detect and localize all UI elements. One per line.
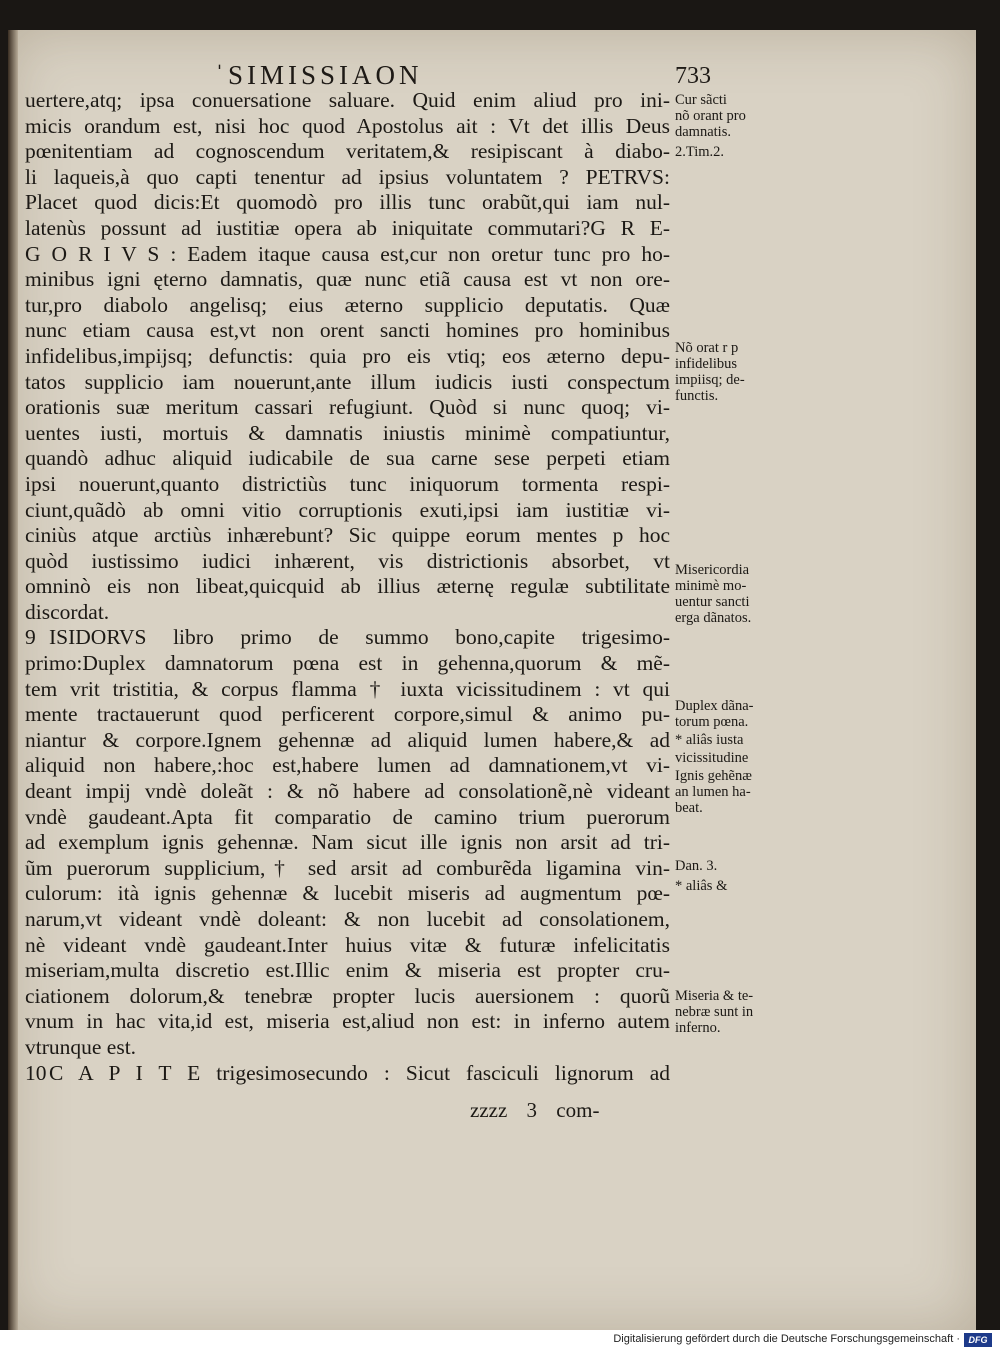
text-line: ciniùs atque arctiùs inhærebunt? Sic quippe eorum mentes p hoc — [25, 523, 670, 548]
margin-note-1 — [675, 92, 790, 160]
text-line: ũm puerorum supplicium,† sed arsit ad comburẽda ligamina vin- — [25, 855, 670, 880]
margin-note-line: Duplex dãna- — [675, 698, 754, 714]
text-line: deant impij vndè doleãt : & nõ habere ad consolationẽ,nè videant — [25, 779, 670, 804]
text-line: uentes iusti, mortuis & damnatis iniustis minimè compatiuntur, — [25, 420, 670, 445]
margin-note-line: minimè mo- — [675, 578, 747, 594]
text-line: pœnitentiam ad cognoscendum veritatem,& resipiscant à diabo- — [25, 139, 670, 164]
margin-note-line: torum pœna. — [675, 714, 749, 730]
text-line: tatos supplicio iam nouerunt,ante illum iudicis iusti conspectum — [25, 369, 670, 394]
text-line: ciunt,quãdò ab omni vitio corruptionis exuti,ipsi iam iustitiæ vi- — [25, 497, 670, 522]
margin-note-line: * aliâs iusta — [675, 732, 744, 748]
margin-note-line: beat. — [675, 800, 703, 816]
text-line: infidelibus,impijsq; defunctis: quia pro eis vtiq; eos æterno depu- — [25, 343, 670, 368]
margin-note-5 — [675, 858, 790, 894]
margin-note-line: functis. — [675, 388, 719, 404]
text-line: omninò eis non libeat,quicquid ab illius æternę regulæ subtilitate — [25, 574, 670, 599]
margin-note-line: 2.Tim.2. — [675, 144, 725, 160]
margin-note-line: Dan. 3. — [675, 858, 718, 874]
margin-note-line: damnatis. — [675, 124, 731, 140]
text-line: nunc etiam causa est,vt non orent sancti homines pro hominibus — [25, 318, 670, 343]
catchword-line — [470, 1098, 599, 1123]
margin-note-2 — [675, 340, 790, 404]
signature-number: 3 — [526, 1098, 538, 1122]
text-line: culorum: ità ignis gehennæ & lucebit miseris ad augmentum pœ- — [25, 881, 670, 906]
page-spine-shadow — [8, 30, 18, 1330]
margin-note-line: Ignis gehẽnæ — [675, 768, 752, 784]
margin-note-line: an lumen ha- — [675, 784, 751, 800]
text-line: quandò adhuc aliquid iudicabile de sua carne sese perpeti etiam — [25, 446, 670, 471]
text-line: quòd iustissimo iudici inhærent, vis districtionis absorbet, vt — [25, 548, 670, 573]
section-number-9: 9 — [25, 625, 36, 650]
margin-note-line: erga dãnatos. — [675, 610, 752, 626]
text-line: ipsi nouerunt,quanto districtiùs tunc iniquorum tormenta respi- — [25, 471, 670, 496]
text-line: tem vrit tristitia, & corpus flamma † iuxta vicissitudinem : vt qui — [25, 676, 670, 701]
text-line: discordat. — [25, 599, 110, 624]
margin-note-line: uentur sancti — [675, 594, 750, 610]
text-line: miseriam,multa discretio est.Illic enim & miseria est propter cru- — [25, 958, 670, 983]
text-line: niantur & corpore.Ignem gehennæ ad aliquid lumen habere,& ad — [25, 727, 670, 752]
text-line: micis orandum est, nisi hoc quod Apostolus ait : Vt det illis Deus — [25, 113, 670, 138]
dfg-logo: DFG — [964, 1333, 992, 1347]
signature-mark: zzzz — [470, 1098, 508, 1122]
running-title: ˈSIMISSIAON — [215, 60, 423, 90]
margin-note-line: Miseria & te- — [675, 988, 754, 1004]
text-line: vndè gaudeant.Apta fit comparatio de camino trium puerorum — [25, 804, 670, 829]
text-line: tur,pro diabolo angelisq; eius æterno supplicio deputatis. Quæ — [25, 292, 670, 317]
section-9-first-line: ISIDORVS libro primo de summo bono,capite trigesimo- — [49, 625, 670, 650]
margin-note-line: Cur sãcti — [675, 92, 727, 108]
text-line: latenùs possunt ad iustitiæ opera ab iniquitate commutari?G R E- — [25, 215, 670, 240]
text-line: uertere,atq; ipsa conuersatione saluare. Quid enim aliud pro ini- — [25, 88, 670, 112]
margin-note-line: nebræ sunt in — [675, 1004, 754, 1020]
margin-note-line: inferno. — [675, 1020, 721, 1036]
section-number-10: 10 — [25, 1060, 47, 1085]
margin-note-line: nõ orant pro — [675, 108, 746, 124]
text-line: vtrunque est. — [25, 1034, 137, 1059]
text-line: nè videant vndè gaudeant.Inter huius vitæ & futuræ infelicitatis — [25, 932, 670, 957]
margin-note-line: vicissitudine — [675, 750, 749, 766]
text-line: ciationem dolorum,& tenebræ propter lucis auersionem : quorũ — [25, 983, 670, 1008]
text-line — [25, 1061, 670, 1087]
text-line: minibus igni ęterno damnatis, quæ nunc etiã causa est vt non ore- — [25, 267, 670, 292]
margin-note-line: * aliâs & — [675, 878, 728, 894]
margin-note-line: Misericordia — [675, 562, 750, 578]
text-line: ad exemplum ignis gehennæ. Nam sicut ille ignis non arsit ad tri- — [25, 830, 670, 855]
text-line: aliquid non habere,:hoc est,habere lumen ad damnationem,vt vi- — [25, 753, 670, 778]
text-line — [25, 625, 670, 651]
margin-note-line: infidelibus — [675, 356, 738, 372]
margin-note-4 — [675, 698, 790, 816]
digitization-footer — [0, 1330, 1000, 1351]
margin-note-6 — [675, 988, 790, 1036]
text-line: G O R I V S : Eadem itaque causa est,cur non oretur tunc pro ho- — [25, 241, 670, 266]
text-line: mente tractauerunt quod perficerent corpore,simul & animo pu- — [25, 702, 670, 727]
margin-note-3 — [675, 562, 790, 626]
main-text-block — [25, 88, 670, 1086]
text-line: vnum in hac vita,id est, miseria est,aliud non est: in inferno autem — [25, 1009, 670, 1034]
footer-credit: Digitalisierung gefördert durch die Deutsche Forschungsgemeinschaft · — [613, 1333, 960, 1345]
text-line: orationis suæ meritum cassari refugiunt. Quòd si nunc quoq; vi- — [25, 395, 670, 420]
text-line: li laqueis,à quo capti tenentur ad ipsius voluntatem ? PETRVS: — [25, 164, 670, 189]
text-line: narum,vt videant vndè doleant: & non lucebit ad consolationem, — [25, 907, 670, 931]
margin-note-line: impiisq; de- — [675, 372, 745, 388]
text-line: primo:Duplex damnatorum pœna est in gehenna,quorum & mẽ- — [25, 651, 670, 676]
catchword: com- — [556, 1098, 600, 1122]
text-line: Placet quod dicis:Et quomodò pro illis tunc orabũt,qui iam nul- — [25, 190, 670, 215]
page-number: 733 — [675, 63, 711, 89]
margin-note-line: Nõ orat r p — [675, 340, 739, 356]
section-10-first-line: C A P I T E trigesimosecundo : Sicut fasciculi lignorum ad — [49, 1060, 670, 1085]
